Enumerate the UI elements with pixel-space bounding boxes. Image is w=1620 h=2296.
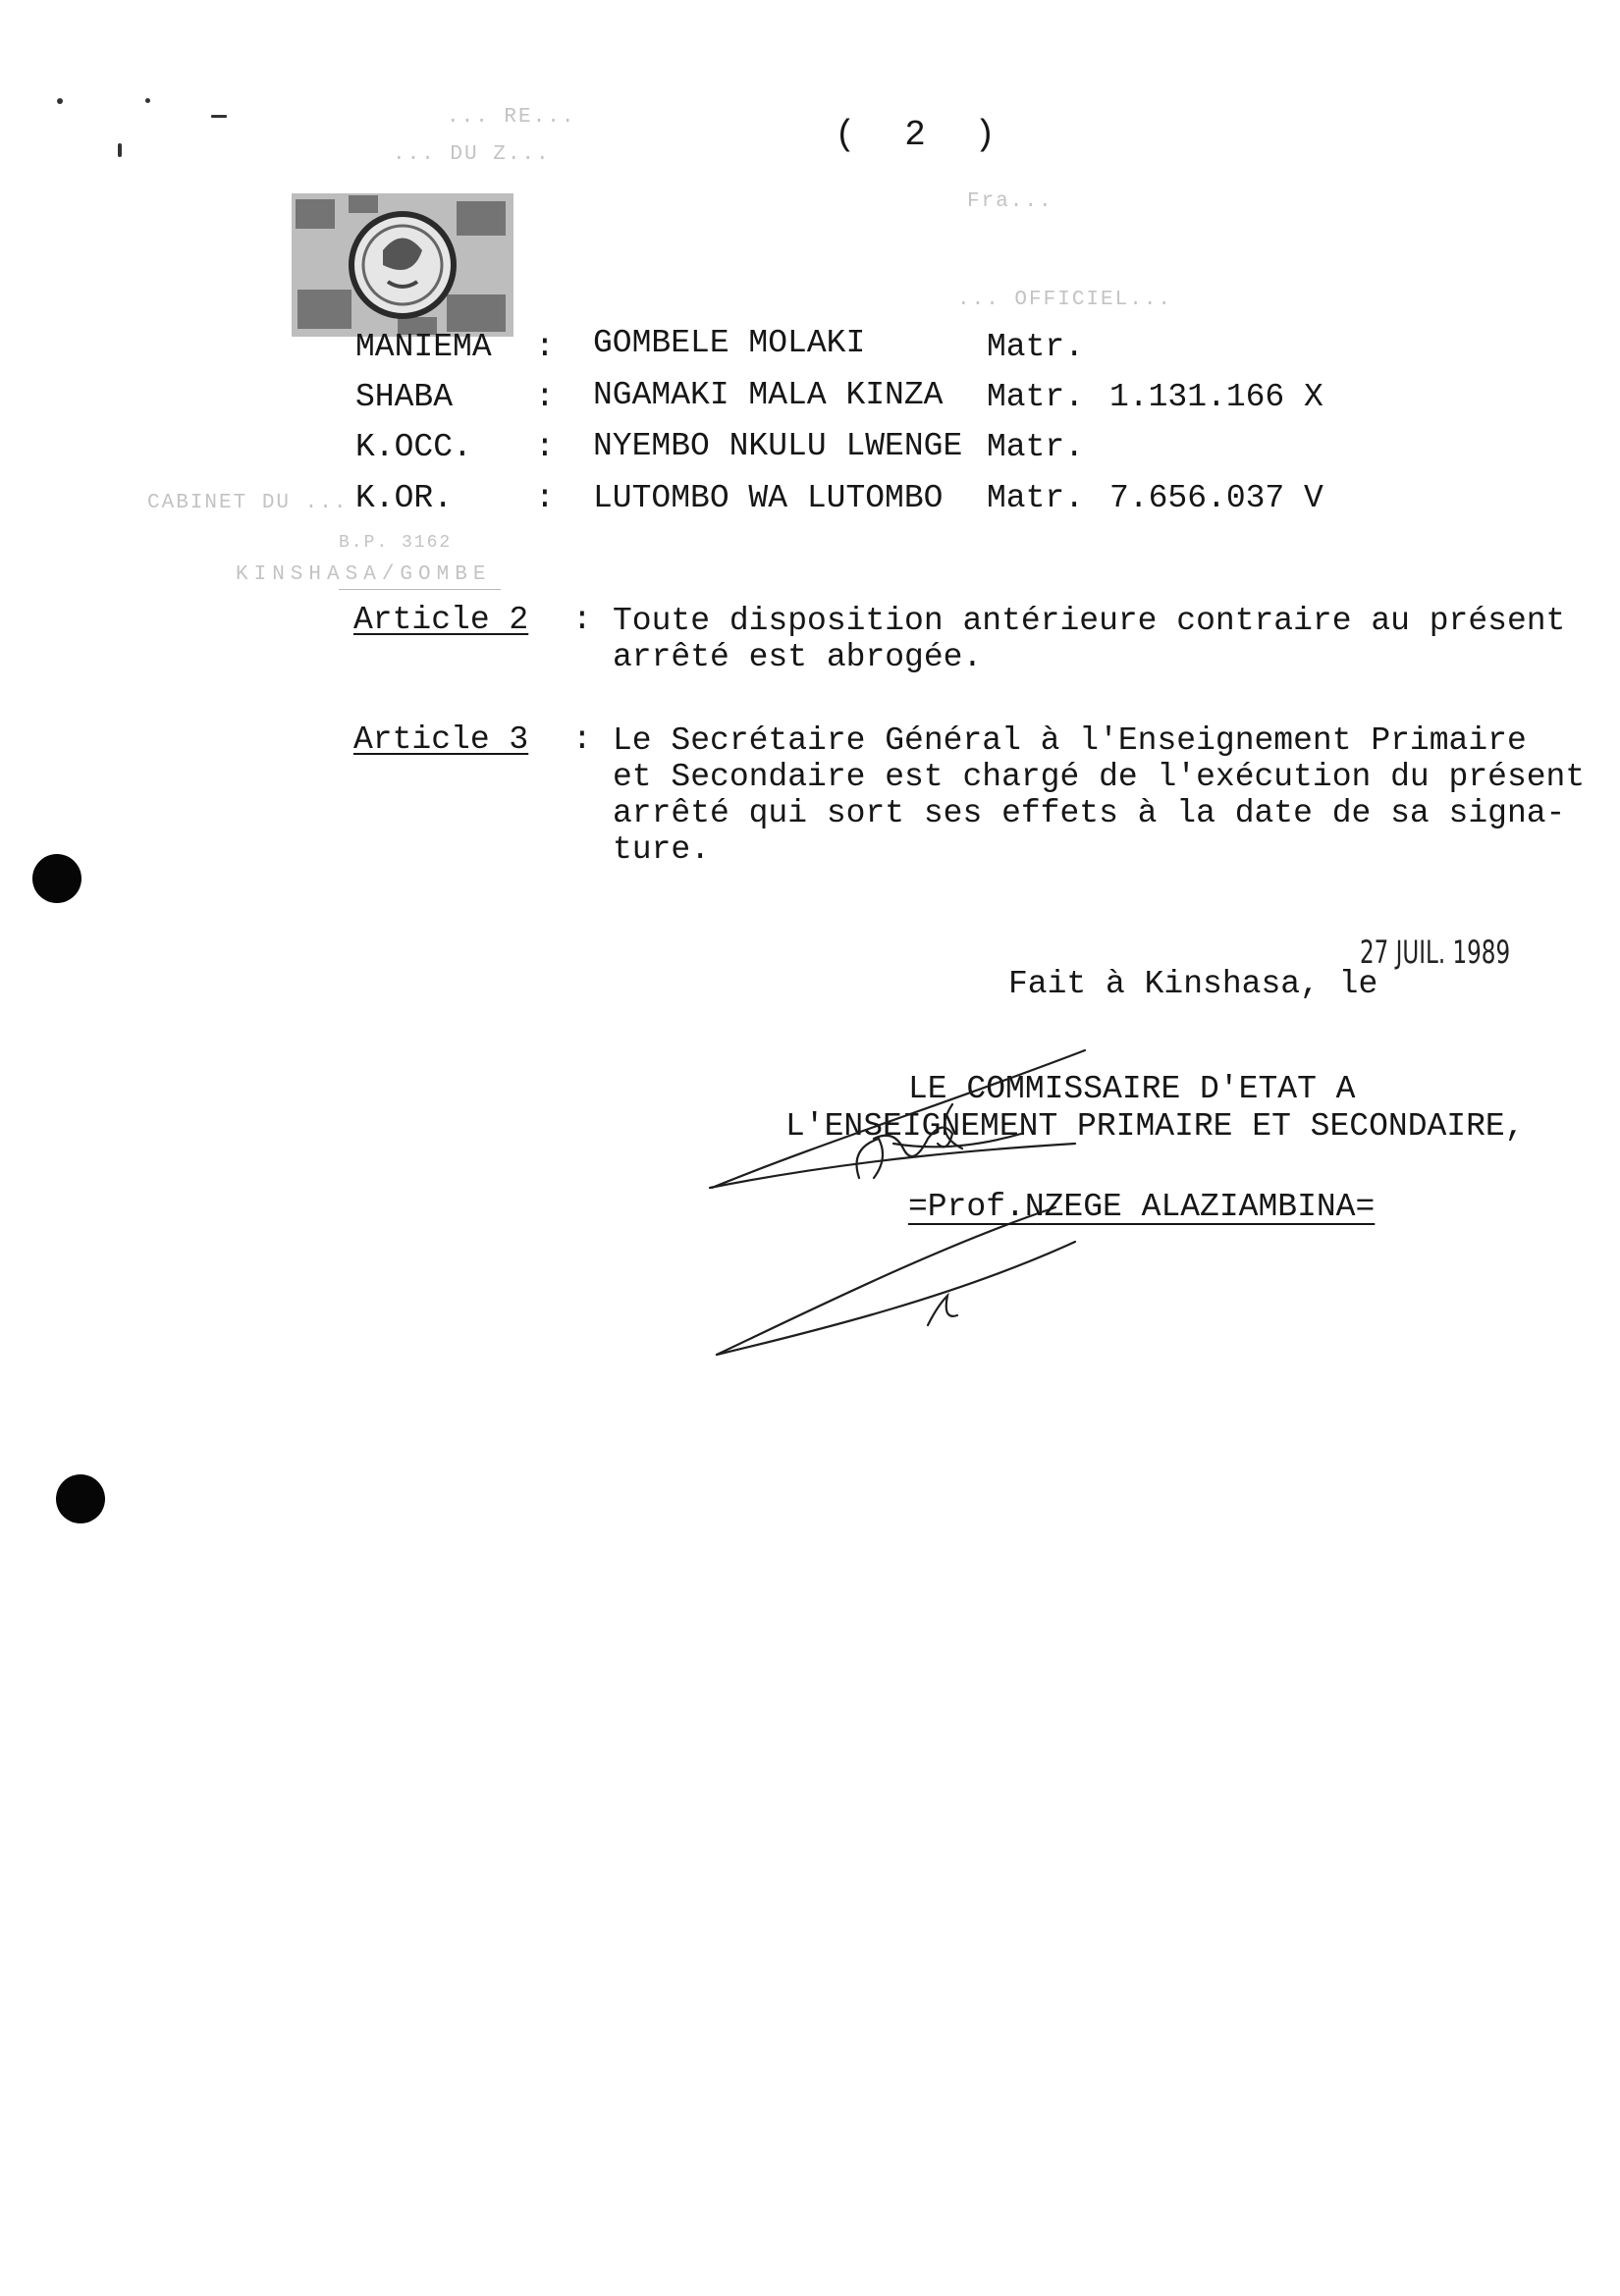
list-matr-value: 1.131.166 X <box>1109 379 1323 415</box>
speck <box>145 98 150 103</box>
list-region: K.OR. <box>355 480 454 516</box>
seal-icon <box>290 191 515 339</box>
list-region: K.OCC. <box>355 429 472 465</box>
faint-header-text: ... RE... <box>447 106 576 129</box>
stamp-underline <box>339 589 501 590</box>
speck <box>57 98 63 104</box>
list-separator: : <box>535 329 555 365</box>
list-name: LUTOMBO WA LUTOMBO <box>593 480 944 516</box>
list-name: NYEMBO NKULU LWENGE <box>593 428 963 464</box>
place-and-date-label: Fait à Kinshasa, le <box>1008 966 1378 1002</box>
list-name: GOMBELE MOLAKI <box>593 325 866 361</box>
signatory-title: LE COMMISSAIRE D'ETAT A <box>908 1071 1356 1107</box>
speck <box>211 115 227 118</box>
signatory-title: L'ENSEIGNEMENT PRIMAIRE ET SECONDAIRE, <box>785 1108 1525 1145</box>
list-matr-label: Matr. <box>987 329 1085 365</box>
signatory-name: =Prof.NZEGE ALAZIAMBINA= <box>908 1189 1376 1225</box>
list-name: NGAMAKI MALA KINZA <box>593 377 944 413</box>
list-separator: : <box>535 480 555 516</box>
list-separator: : <box>535 429 555 465</box>
list-matr-label: Matr. <box>987 429 1085 465</box>
article-separator: : <box>572 602 592 638</box>
faint-header-text: ... DU Z... <box>393 143 551 166</box>
list-separator: : <box>535 379 555 415</box>
stamp-text: KINSHASA/GOMBE <box>236 563 492 586</box>
page-number: ( 2 ) <box>835 115 997 155</box>
date-stamp: 27 JUIL. 1989 <box>1360 934 1511 971</box>
article-label: Article 2 <box>353 602 529 638</box>
faint-header-text: Fra... <box>967 190 1053 213</box>
list-matr-value: 7.656.037 V <box>1109 480 1323 516</box>
article-separator: : <box>572 721 592 758</box>
list-matr-label: Matr. <box>987 480 1085 516</box>
article-label: Article 3 <box>353 721 529 758</box>
stamp-text: B.P. 3162 <box>339 533 453 553</box>
speck <box>118 143 122 157</box>
list-region: MANIEMA <box>355 329 492 365</box>
stamp-text: CABINET DU ... <box>147 492 349 514</box>
punch-hole-bottom <box>56 1474 105 1523</box>
faint-header-text: ... OFFICIEL... <box>957 289 1173 311</box>
list-matr-label: Matr. <box>987 379 1085 415</box>
article-text: Le Secrétaire Général à l'Enseignement Primaire et Secondaire est chargé de l'exécution du présent arrêté qui sort ses effets à la date de sa signa- ture. <box>613 722 1586 868</box>
punch-hole-top <box>32 854 81 903</box>
list-region: SHABA <box>355 379 454 415</box>
article-text: Toute disposition antérieure contraire au présent arrêté est abrogée. <box>613 603 1566 675</box>
